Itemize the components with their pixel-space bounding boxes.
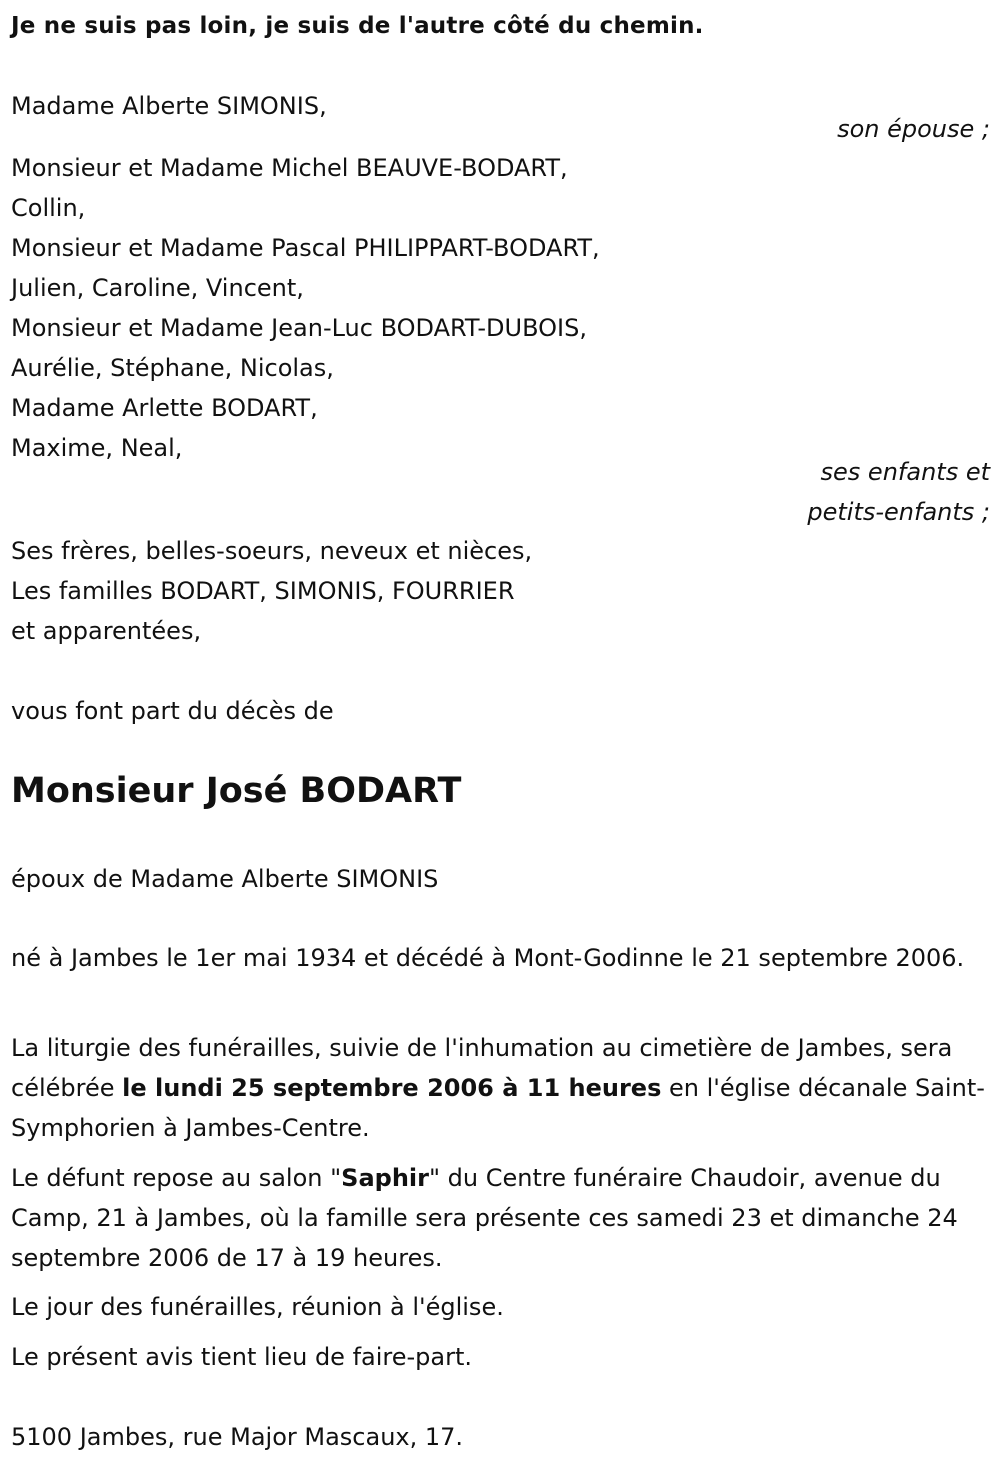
children-line: Aurélie, Stéphane, Nicolas, (11, 354, 334, 382)
birth-death-text: né à Jambes le 1er mai 1934 et décédé à Mont-Godinne le 21 septembre 2006. (11, 944, 965, 972)
children-line: Monsieur et Madame Pascal PHILIPPART-BODART, (11, 234, 600, 262)
family-line: Ses frères, belles-soeurs, neveux et nièces, (11, 537, 533, 565)
children-line: Monsieur et Madame Jean-Luc BODART-DUBOIS, (11, 314, 587, 342)
family-line: Les familles BODART, SIMONIS, FOURRIER (11, 577, 515, 605)
children-role: petits-enfants ; (807, 498, 990, 526)
children-line: Madame Arlette BODART, (11, 394, 318, 422)
repose-paragraph (11, 1158, 991, 1278)
quote-heading: Je ne suis pas loin, je suis de l'autre côté du chemin. (11, 13, 704, 39)
spouse-of-text: époux de Madame Alberte SIMONIS (11, 865, 439, 893)
children-line: Collin, (11, 194, 86, 222)
deceased-name: Monsieur José BODART (11, 771, 462, 811)
repose-details: " du Centre funéraire Chaudoir, avenue du Camp, 21 à Jambes, où la famille sera présente ces samedi 23 et dimanche 24 septembre 2006 de 17 à 19 heures. (11, 1164, 958, 1272)
notice-text: Le présent avis tient lieu de faire-part. (11, 1343, 473, 1371)
address-text: 5100 Jambes, rue Major Mascaux, 17. (11, 1423, 464, 1451)
spouse-role: son épouse ; (837, 115, 990, 143)
liturgy-date: le lundi 25 septembre 2006 à 11 heures (122, 1074, 662, 1102)
spouse-name: Madame Alberte SIMONIS, (11, 92, 327, 120)
liturgy-paragraph (11, 1028, 991, 1148)
children-line: Julien, Caroline, Vincent, (11, 274, 304, 302)
liturgy-place: en l'église décanale Saint-Symphorien à Jambes-Centre. (11, 1074, 985, 1142)
children-line: Monsieur et Madame Michel BEAUVE-BODART, (11, 154, 568, 182)
meeting-text: Le jour des funérailles, réunion à l'église. (11, 1293, 504, 1321)
children-role: ses enfants et (820, 458, 990, 486)
children-line: Maxime, Neal, (11, 434, 183, 462)
liturgy-text: La liturgie des funérailles, suivie de l'inhumation au cimetière de Jambes, sera célébrée (11, 1034, 953, 1102)
repose-text: Le défunt repose au salon " (11, 1164, 342, 1192)
announcement-text: vous font part du décès de (11, 697, 334, 725)
family-line: et apparentées, (11, 617, 202, 645)
salon-name: Saphir (341, 1164, 429, 1192)
